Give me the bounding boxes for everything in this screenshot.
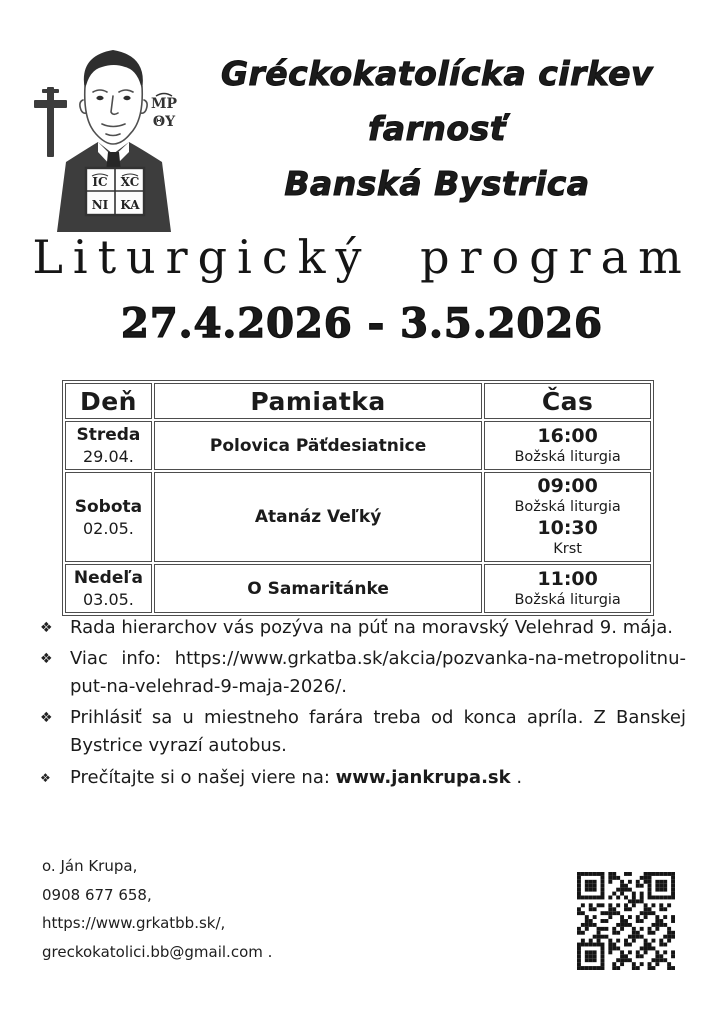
service-time: 10:30 xyxy=(537,517,598,539)
diamond-bullet-icon: ❖ xyxy=(40,770,51,785)
cross-icon xyxy=(34,87,67,157)
diamond-bullet-icon: ❖ xyxy=(40,709,53,726)
service-time: 16:00 xyxy=(537,424,598,447)
day-name: Streda xyxy=(76,425,141,445)
announcement-suffix: . xyxy=(510,766,523,788)
portrait-face xyxy=(80,86,147,144)
service-time: 09:00 xyxy=(537,475,598,497)
church-header xyxy=(178,46,696,211)
book-ic-inscription: IC xyxy=(92,175,108,189)
announcement-text: Rada hierarchov vás pozýva na púť na moravský Velehrad 9. mája. xyxy=(70,617,674,638)
service-name: Božská liturgia xyxy=(514,591,621,608)
liturgy-schedule-table xyxy=(62,380,654,616)
col-header-day: Deň xyxy=(65,383,152,419)
table-row xyxy=(65,472,651,562)
qr-code xyxy=(577,872,675,970)
portrait-hair xyxy=(84,50,143,90)
day-cell xyxy=(65,564,152,613)
day-cell xyxy=(65,421,152,470)
table-header-row xyxy=(65,383,651,419)
list-item xyxy=(40,764,686,793)
church-title-line1: Gréckokatolícka cirkev xyxy=(220,54,654,93)
announcements-list xyxy=(40,614,686,794)
church-title-line3: Banská Bystrica xyxy=(284,164,590,203)
program-title: Liturgický program xyxy=(32,230,692,284)
contact-block xyxy=(42,852,272,966)
contact-website: https://www.grkatbb.sk/, xyxy=(42,914,226,932)
gospel-book xyxy=(86,168,144,215)
service-name: Božská liturgia xyxy=(514,448,621,465)
date-range: 27.4.2026 - 3.5.2026 xyxy=(121,300,603,347)
announcement-text: Viac info: https://www.grkatba.sk/akcia/pozvanka-na-metropolitnu-put-na-velehrad-9-maja-2026/. xyxy=(70,647,686,697)
announcement-text xyxy=(70,764,686,793)
day-cell xyxy=(65,472,152,562)
service-time: 11:00 xyxy=(537,567,598,590)
svg-text:MP: MP xyxy=(150,96,178,112)
list-item xyxy=(40,645,686,702)
website-text: www.jankrupa.sk xyxy=(335,766,511,788)
col-header-time: Čas xyxy=(484,383,651,419)
time-cell xyxy=(484,564,651,613)
announcement-prefix: Prečítajte si o našej viere na: xyxy=(70,766,336,788)
table-row xyxy=(65,564,651,613)
contact-phone: 0908 677 658, xyxy=(42,885,152,904)
day-date: 03.05. xyxy=(83,590,134,609)
diamond-bullet-icon: ❖ xyxy=(40,650,53,667)
service-name: Božská liturgia xyxy=(514,499,621,515)
contact-name: o. Ján Krupa, xyxy=(42,857,138,875)
day-name: Sobota xyxy=(74,496,143,517)
time-cell xyxy=(484,472,651,562)
day-date: 02.05. xyxy=(83,518,134,538)
contact-email: greckokatolici.bb@gmail.com . xyxy=(42,942,273,961)
time-cell xyxy=(484,421,651,470)
diamond-bullet-icon: ❖ xyxy=(40,620,53,636)
day-name: Nedeľa xyxy=(73,568,143,588)
list-item xyxy=(40,614,686,643)
service-name: Krst xyxy=(553,541,582,557)
book-ni-inscription: NI xyxy=(91,198,109,212)
mp-thy-inscription xyxy=(151,94,177,131)
priest-portrait-image xyxy=(28,40,180,232)
church-title-line2: farnosť xyxy=(368,109,506,148)
table-row xyxy=(65,421,651,470)
feast-cell: O Samaritánke xyxy=(154,564,482,613)
list-item xyxy=(40,704,686,761)
book-xc-inscription: XC xyxy=(120,175,140,189)
day-date: 29.04. xyxy=(83,447,134,466)
feast-cell: Atanáz Veľký xyxy=(154,472,482,562)
col-header-feast: Pamiatka xyxy=(154,383,482,419)
announcement-text: Prihlásiť sa u miestneho farára treba od konca apríla. Z Banskej Bystrice vyrazí autobus. xyxy=(70,706,686,756)
book-ka-inscription: KA xyxy=(120,198,140,212)
feast-cell: Polovica Päťdesiatnice xyxy=(154,421,482,470)
svg-text:ΘY: ΘY xyxy=(152,114,176,130)
